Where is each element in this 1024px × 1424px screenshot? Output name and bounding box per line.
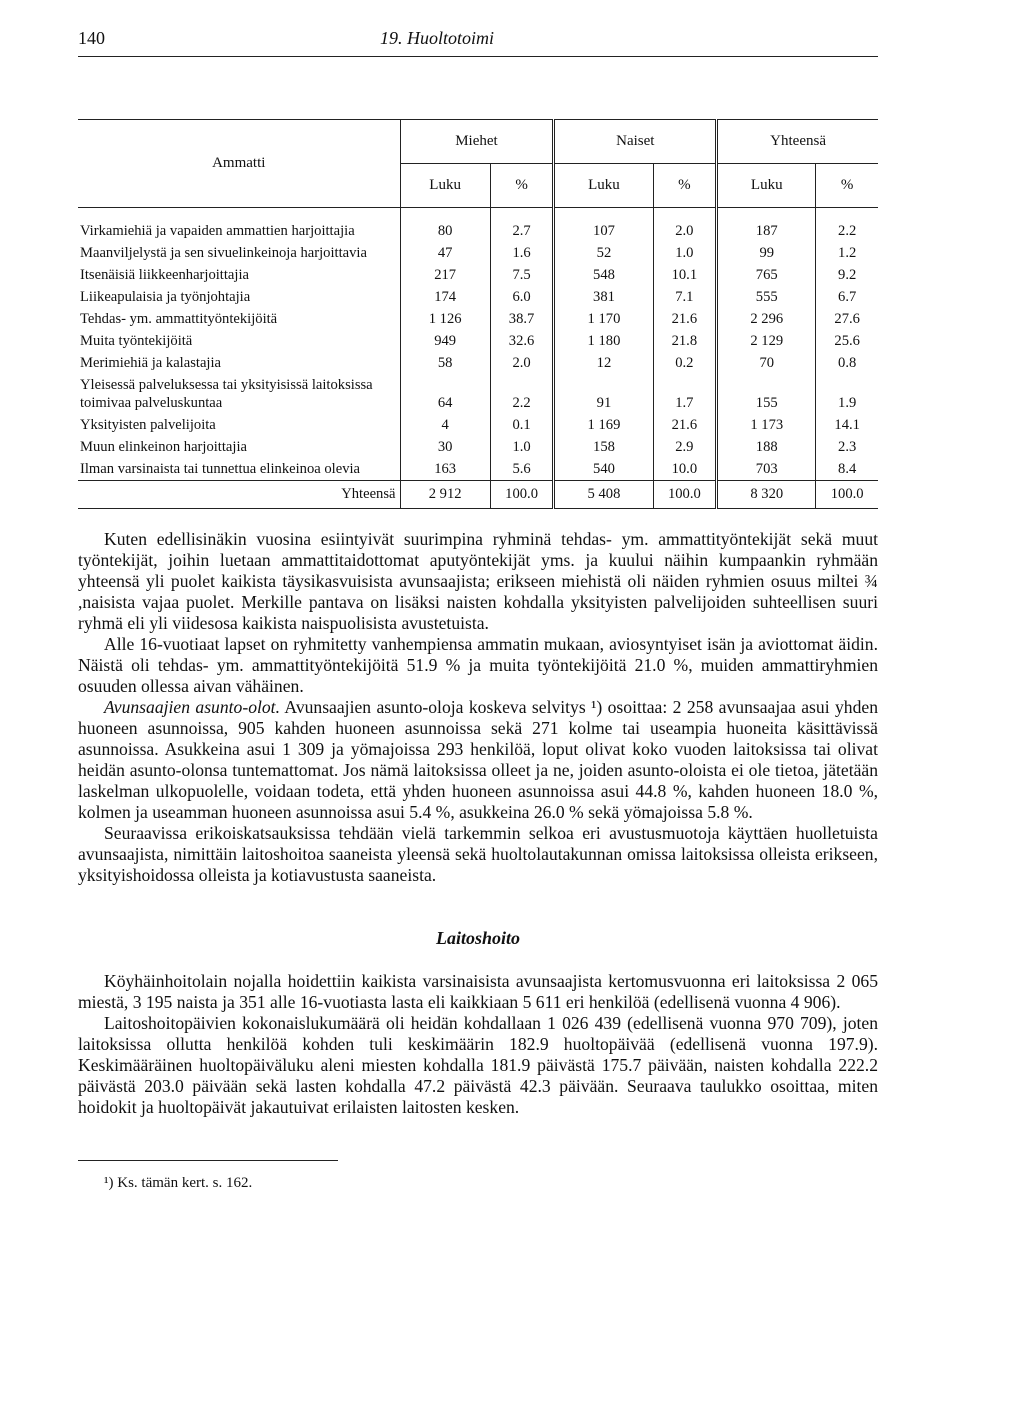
- cell-np: 0.2: [653, 352, 717, 374]
- page: [78, 28, 878, 1192]
- cell-n: 107: [554, 208, 653, 243]
- row-label: Muita työntekijöitä: [80, 333, 193, 349]
- cell-np: 7.1: [653, 286, 717, 308]
- cell-m: 30: [400, 436, 490, 458]
- row-label: Merimiehiä ja kalastajia: [80, 355, 222, 371]
- row-label: Tehdas- ym. ammattityöntekijöitä: [80, 311, 278, 327]
- cell-mp: 32.6: [490, 330, 554, 352]
- cell-mp: 38.7: [490, 308, 554, 330]
- table-row: [78, 308, 878, 330]
- table-body: [78, 208, 878, 509]
- total-n: 5 408: [554, 481, 653, 509]
- paragraph: Laitoshoitopäivien kokonaislukumäärä oli heidän kohdallaan 1 026 439 (edellisenä vuonna 970 709), joten laitoksissa ollutta henkilöä kohden tuli keskimäärin 182.9 huoltopäivää (edellisenä vuonna 197.9). Keskimääräinen huoltopäiväluku aleni miesten kohdalla 181.9 päivästä 175.7 päivään, naisten kohdalla 222.2 päivästä 203.0 päivään sekä lasten kohdalla 47.2 päivästä 42.3 päivään. Seuraava taulukko osoittaa, miten hoidokit ja huoltopäivät jakautuivat erilaisten laitosten kesken.: [78, 1013, 878, 1117]
- cell-yp: 2.2: [816, 208, 878, 243]
- cell-yp: 1.9: [816, 374, 878, 414]
- sub-header-pct: %: [653, 164, 717, 208]
- col-occupation-header: Ammatti: [78, 120, 400, 208]
- cell-m: 217: [400, 264, 490, 286]
- table-row: [78, 374, 878, 414]
- cell-y: 2 129: [717, 330, 816, 352]
- cell-yp: 6.7: [816, 286, 878, 308]
- cell-mp: 1.6: [490, 242, 554, 264]
- paragraph: Alle 16-vuotiaat lapset on ryhmitetty vanhempiensa ammatin mukaan, aviosyntyiset isän ja aviottomat äidin. Näistä oli tehdas- ym. ammattityöntekijöitä 51.9 % ja muita työntekijöitä 21.0 %, muiden ammattiryhmien osuuden ollessa aivan vähäinen.: [78, 634, 878, 696]
- cell-m: 4: [400, 414, 490, 436]
- cell-yp: 25.6: [816, 330, 878, 352]
- total-label: Yhteensä: [341, 486, 396, 502]
- table-row: [78, 414, 878, 436]
- sub-header-pct: %: [490, 164, 554, 208]
- cell-mp: 2.0: [490, 352, 554, 374]
- row-label: Ilman varsinaista tai tunnettua elinkeinoa olevia: [80, 461, 361, 477]
- table-row: [78, 242, 878, 264]
- cell-mp: 5.6: [490, 458, 554, 481]
- cell-mp: 6.0: [490, 286, 554, 308]
- cell-yp: 1.2: [816, 242, 878, 264]
- cell-np: 10.0: [653, 458, 717, 481]
- body-text: [78, 529, 878, 886]
- cell-y: 703: [717, 458, 816, 481]
- footnote: ¹) Ks. tämän kert. s. 162.: [104, 1175, 253, 1191]
- cell-y: 70: [717, 352, 816, 374]
- cell-y: 2 296: [717, 308, 816, 330]
- section-title: Laitoshoito: [435, 928, 520, 948]
- cell-n: 12: [554, 352, 653, 374]
- page-header: [78, 28, 878, 57]
- cell-yp: 2.3: [816, 436, 878, 458]
- paragraph-text: Avunsaajien asunto-oloja koskeva selvitys ¹) osoittaa: 2 258 avunsaajaa asui yhden huoneen asunnoissa, 905 kahden huoneen asunnoissa sekä 271 kolme tai useampia huoneita käsittävissä asunnoissa. Asukkeina asui 1 309 ja yömajoissa 293 henkilöä, loput olivat koko vuoden laitoksissa tai olivat heidän asunto-olonsa tuntemattomat. Jos nämä laitoksissa olleet ja ne, joiden asunto-oloista ei ole tietoa, jätetään laskelman ulkopuolelle, voidaan todeta, että yhden huoneen asunnoissa asui 44.8 %, kahden huoneen 18.0 %, kolmen ja useamman huoneen asunnoissa asui 5.4 %, asukkeina 26.0 % sekä yömajoissa 5.8 %.: [78, 697, 878, 822]
- paragraph: Köyhäinhoitolain nojalla hoidettiin kaikista varsinaisista avunsaajista kertomusvuonna eri laitoksissa 2 065 miestä, 3 195 naista ja 351 alle 16-vuotiasta lasta eli kaikkiaan 5 611 eri henkilöä (edellisenä vuonna 4 906).: [78, 971, 878, 1012]
- cell-np: 10.1: [653, 264, 717, 286]
- cell-m: 47: [400, 242, 490, 264]
- footnote-rule: [78, 1160, 338, 1161]
- table-row: [78, 264, 878, 286]
- total-row: [78, 481, 878, 509]
- table-row: [78, 436, 878, 458]
- cell-n: 1 169: [554, 414, 653, 436]
- cell-n: 158: [554, 436, 653, 458]
- cell-np: 2.0: [653, 208, 717, 243]
- table-row: [78, 208, 878, 243]
- cell-n: 1 180: [554, 330, 653, 352]
- cell-yp: 27.6: [816, 308, 878, 330]
- sub-header-luku: Luku: [400, 164, 490, 208]
- total-np: 100.0: [653, 481, 717, 509]
- cell-y: 765: [717, 264, 816, 286]
- cell-y: 1 173: [717, 414, 816, 436]
- paragraph: [78, 697, 878, 823]
- sub-header-luku: Luku: [717, 164, 816, 208]
- cell-m: 80: [400, 208, 490, 243]
- cell-np: 21.8: [653, 330, 717, 352]
- cell-m: 949: [400, 330, 490, 352]
- table-row: [78, 352, 878, 374]
- sub-header-luku: Luku: [554, 164, 653, 208]
- cell-yp: 0.8: [816, 352, 878, 374]
- cell-n: 548: [554, 264, 653, 286]
- row-label: Liikeapulaisia ja työnjohtajia: [80, 289, 251, 305]
- cell-np: 1.7: [653, 374, 717, 414]
- cell-mp: 1.0: [490, 436, 554, 458]
- cell-m: 58: [400, 352, 490, 374]
- cell-yp: 14.1: [816, 414, 878, 436]
- row-label: Maanviljelystä ja sen sivuelinkeinoja harjoittavia: [80, 245, 367, 261]
- group-header-naiset: Naiset: [554, 120, 717, 164]
- sub-header-pct: %: [816, 164, 878, 208]
- page-number: 140: [78, 28, 105, 48]
- section-text: [78, 971, 878, 1118]
- table-row: [78, 330, 878, 352]
- cell-n: 91: [554, 374, 653, 414]
- occupation-table: [78, 119, 878, 509]
- row-label: Muun elinkeinon harjoittajia: [80, 439, 247, 455]
- cell-n: 1 170: [554, 308, 653, 330]
- cell-y: 99: [717, 242, 816, 264]
- group-header-yhteensa: Yhteensä: [717, 120, 878, 164]
- row-label: Yleisessä palveluksessa tai yksityisissä laitoksissa toimivaa palveluskuntaa: [80, 377, 373, 411]
- cell-y: 187: [717, 208, 816, 243]
- total-mp: 100.0: [490, 481, 554, 509]
- cell-y: 155: [717, 374, 816, 414]
- paragraph: Kuten edellisinäkin vuosina esiintyivät suurimpina ryhminä tehdas- ym. ammattityöntekijät sekä muut työntekijät, joihin luetaan ammattitaidottomat aputyöntekijät yms. ja kuului näihin kumpaankin ryhmään yhteensä yli puolet kaikista täysikasvuisista avunsaajista; erikseen miehistä oli näiden ryhmien osuus miltei ¾ ,naisista vajaa puolet. Merkille pantava on lisäksi naisten kohdalla yksityisten palvelijoiden suhteellisen suuri ryhmä eli yli viidesosa kaikista naispuolisista avustetuista.: [78, 529, 878, 633]
- total-y: 8 320: [717, 481, 816, 509]
- cell-np: 21.6: [653, 414, 717, 436]
- paragraph-lead: Avunsaajien asunto-olot.: [104, 697, 280, 717]
- cell-mp: 2.2: [490, 374, 554, 414]
- cell-mp: 7.5: [490, 264, 554, 286]
- cell-m: 1 126: [400, 308, 490, 330]
- cell-y: 555: [717, 286, 816, 308]
- cell-np: 2.9: [653, 436, 717, 458]
- cell-m: 64: [400, 374, 490, 414]
- cell-n: 381: [554, 286, 653, 308]
- table-row: [78, 458, 878, 481]
- total-yp: 100.0: [816, 481, 878, 509]
- total-m: 2 912: [400, 481, 490, 509]
- cell-np: 21.6: [653, 308, 717, 330]
- cell-m: 174: [400, 286, 490, 308]
- cell-m: 163: [400, 458, 490, 481]
- table-row: [78, 286, 878, 308]
- cell-yp: 9.2: [816, 264, 878, 286]
- row-label: Yksityisten palvelijoita: [80, 417, 216, 433]
- row-label: Virkamiehiä ja vapaiden ammattien harjoittajia: [80, 223, 355, 239]
- row-label: Itsenäisiä liikkeenharjoittajia: [80, 267, 249, 283]
- cell-yp: 8.4: [816, 458, 878, 481]
- paragraph: Seuraavissa erikoiskatsauksissa tehdään vielä tarkemmin selkoa eri avustusmuotoja käyttäen huolletuista avunsaajista, nimittäin laitoshoitoa saaneista yleensä sekä huoltolautakunnan omissa laitoksissa olleista erikseen, yksityishoidossa olleista ja kotiavustusta saaneista.: [78, 823, 878, 885]
- cell-np: 1.0: [653, 242, 717, 264]
- cell-mp: 2.7: [490, 208, 554, 243]
- cell-n: 52: [554, 242, 653, 264]
- cell-n: 540: [554, 458, 653, 481]
- running-head: 19. Huoltotoimi: [380, 28, 495, 48]
- cell-y: 188: [717, 436, 816, 458]
- cell-mp: 0.1: [490, 414, 554, 436]
- group-header-miehet: Miehet: [400, 120, 554, 164]
